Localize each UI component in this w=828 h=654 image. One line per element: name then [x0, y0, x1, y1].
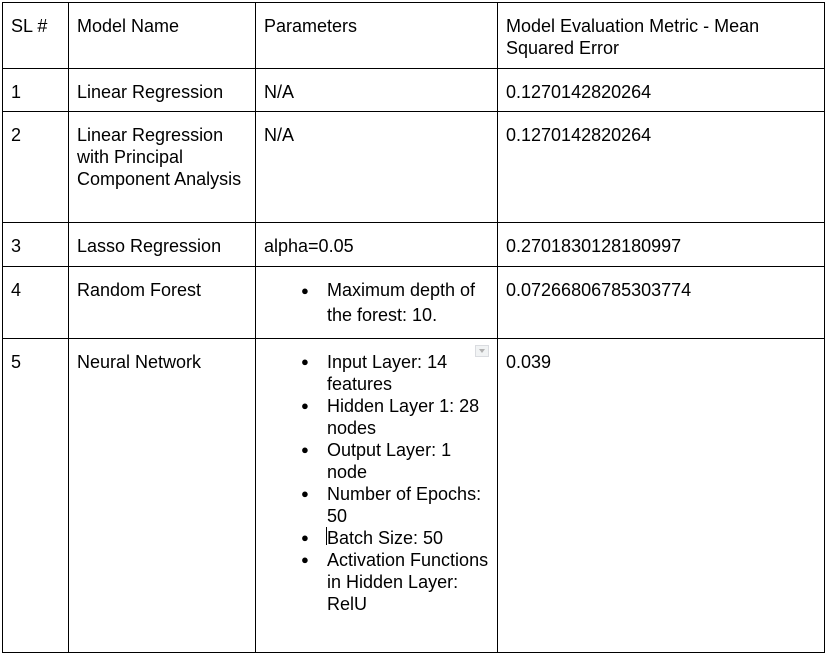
- results-table: [2, 2, 825, 653]
- header-sl[interactable]: SL #: [3, 3, 69, 69]
- cell-sl[interactable]: 4: [3, 267, 69, 339]
- parameter-item: ● Output Layer: 1 node: [264, 439, 489, 483]
- cell-parameters[interactable]: N/A: [256, 69, 498, 112]
- cell-sl[interactable]: 2: [3, 112, 69, 223]
- cell-parameters[interactable]: N/A: [256, 112, 498, 223]
- table-row: [3, 112, 825, 223]
- cell-model-name[interactable]: Lasso Regression: [69, 223, 256, 267]
- cell-mse[interactable]: 0.1270142820264: [498, 69, 825, 112]
- header-model-name[interactable]: Model Name: [69, 3, 256, 69]
- table-row: [3, 223, 825, 267]
- parameter-item: ● Number of Epochs: 50: [264, 483, 489, 527]
- table-row: [3, 339, 825, 653]
- parameter-item: ● Activation Functions in Hidden Layer: RelU: [264, 549, 489, 615]
- header-metric[interactable]: Model Evaluation Metric - Mean Squared Error: [498, 3, 825, 69]
- cell-parameters[interactable]: [256, 339, 498, 653]
- cell-model-name[interactable]: Linear Regression: [69, 69, 256, 112]
- cell-sl[interactable]: 5: [3, 339, 69, 653]
- cell-mse[interactable]: 0.07266806785303774: [498, 267, 825, 339]
- text-cursor: [326, 527, 327, 545]
- parameter-item: ● Maximum depth of the forest: 10.: [264, 278, 489, 328]
- parameter-item: ● Input Layer: 14 features: [264, 351, 489, 395]
- parameter-item: ● Batch Size: 50: [264, 527, 489, 549]
- cell-model-name[interactable]: Linear Regression with Principal Component Analysis: [69, 112, 256, 223]
- cell-sl[interactable]: 1: [3, 69, 69, 112]
- cell-mse[interactable]: 0.2701830128180997: [498, 223, 825, 267]
- header-row: [3, 3, 825, 69]
- cell-model-name[interactable]: Neural Network: [69, 339, 256, 653]
- parameter-item: ● Hidden Layer 1: 28 nodes: [264, 395, 489, 439]
- cell-mse[interactable]: 0.1270142820264: [498, 112, 825, 223]
- table-row: [3, 69, 825, 112]
- header-parameters[interactable]: Parameters: [256, 3, 498, 69]
- cell-parameters[interactable]: alpha=0.05: [256, 223, 498, 267]
- cell-model-name[interactable]: Random Forest: [69, 267, 256, 339]
- cell-parameters[interactable]: [256, 267, 498, 339]
- cell-mse[interactable]: 0.039: [498, 339, 825, 653]
- parameter-list: [264, 351, 489, 615]
- cell-sl[interactable]: 3: [3, 223, 69, 267]
- table-row: [3, 267, 825, 339]
- parameter-list: [264, 278, 489, 328]
